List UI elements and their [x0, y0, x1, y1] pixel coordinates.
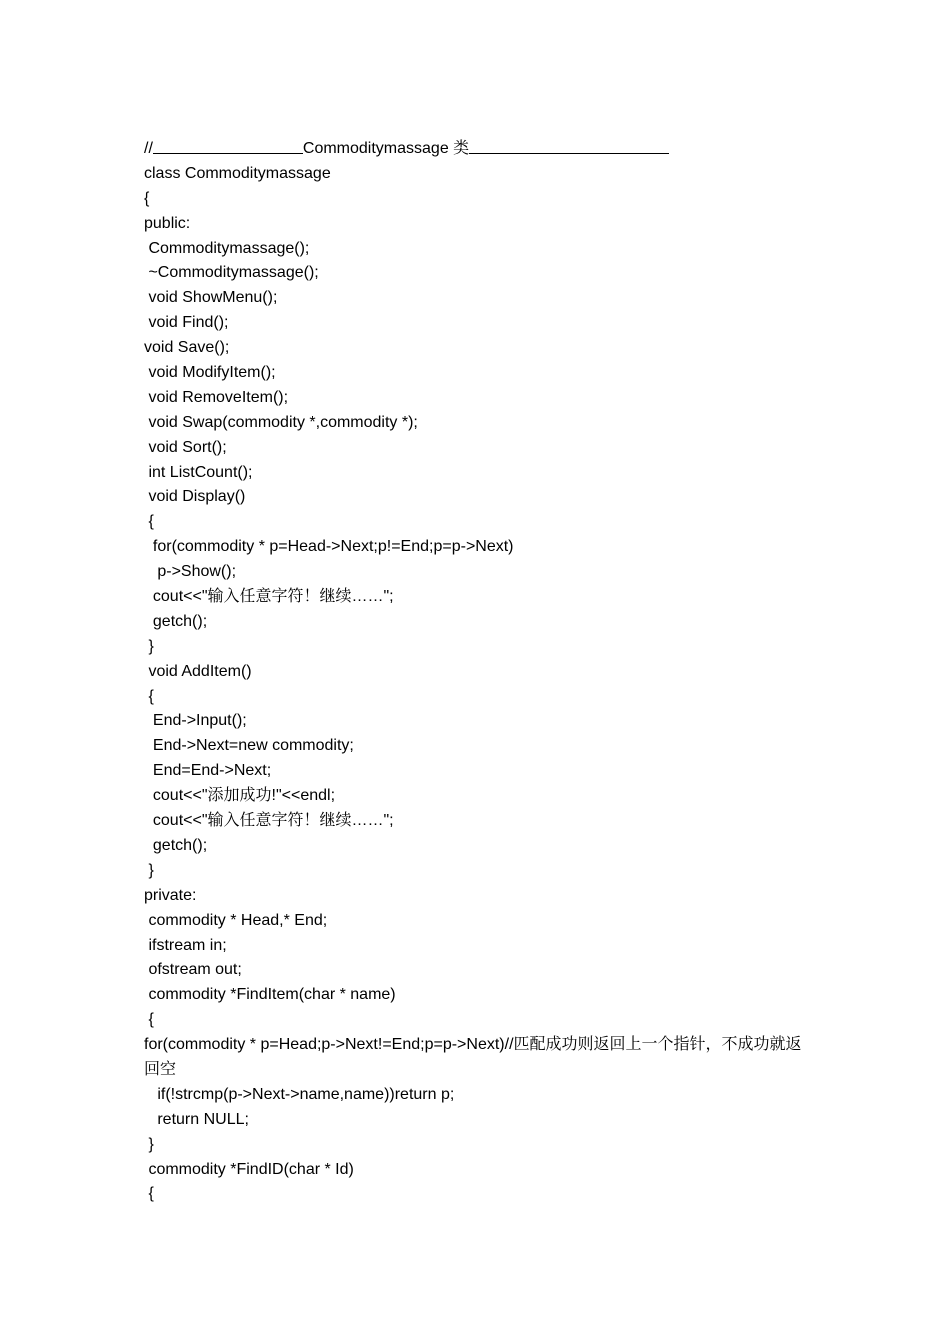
code-line: End->Input();	[144, 712, 247, 730]
code-line: void Sort();	[144, 438, 227, 456]
comment-prefix: //	[144, 140, 153, 157]
code-lines	[144, 162, 804, 1033]
code-line: void AddItem()	[144, 662, 252, 680]
code-line: private:	[144, 886, 197, 904]
code-line: }	[144, 861, 154, 879]
code-line: return NULL;	[144, 1110, 249, 1128]
code-line: void Save();	[144, 339, 230, 357]
code-line: ~Commoditymassage();	[144, 264, 319, 282]
code-line: int ListCount();	[144, 463, 253, 481]
header-rule-right	[469, 153, 669, 154]
code-line: commodity *FindID(char * Id)	[144, 1160, 354, 1178]
code-line: for(commodity * p=Head->Next;p!=End;p=p->Next)	[144, 538, 514, 556]
code-line: void Find();	[144, 314, 229, 332]
code-line: }	[144, 637, 154, 655]
code-line: End->Next=new commodity;	[144, 737, 354, 755]
code-line-wrapped: for(commodity * p=Head;p->Next!=End;p=p->Next)//匹配成功则返回上一个指针，不成功就返回空	[144, 1036, 802, 1078]
code-line: class Commoditymassage	[144, 164, 331, 182]
code-line: if(!strcmp(p->Next->name,name))return p;	[144, 1085, 455, 1103]
code-line: cout<<"输入任意字符！继续……";	[144, 588, 394, 606]
code-line: commodity * Head,* End;	[144, 911, 328, 929]
code-line: public:	[144, 214, 191, 232]
code-line: void RemoveItem();	[144, 388, 289, 406]
code-line: commodity *FindItem(char * name)	[144, 986, 396, 1004]
section-header	[144, 137, 804, 162]
code-line: {	[144, 513, 154, 531]
code-line: cout<<"添加成功!"<<endl;	[144, 787, 336, 805]
header-rule-left	[153, 153, 303, 154]
code-line: void Swap(commodity *,commodity *);	[144, 413, 418, 431]
code-line: void Display()	[144, 488, 246, 506]
code-line: p->Show();	[144, 563, 237, 581]
code-line: void ModifyItem();	[144, 364, 276, 382]
code-line: getch();	[144, 612, 208, 630]
code-line: {	[144, 189, 150, 207]
code-line: {	[144, 1185, 154, 1203]
code-line: {	[144, 1011, 154, 1029]
code-line: cout<<"输入任意字符！继续……";	[144, 812, 394, 830]
code-line: ifstream in;	[144, 936, 227, 954]
code-line: }	[144, 1135, 154, 1153]
code-line: End=End->Next;	[144, 762, 272, 780]
code-listing	[144, 137, 804, 1207]
section-title: Commoditymassage 类	[302, 140, 470, 157]
code-line: {	[144, 687, 154, 705]
code-line: getch();	[144, 836, 208, 854]
code-line: Commoditymassage();	[144, 239, 310, 257]
code-line: ofstream out;	[144, 961, 242, 979]
code-lines-after	[144, 1083, 804, 1207]
code-line: void ShowMenu();	[144, 289, 278, 307]
